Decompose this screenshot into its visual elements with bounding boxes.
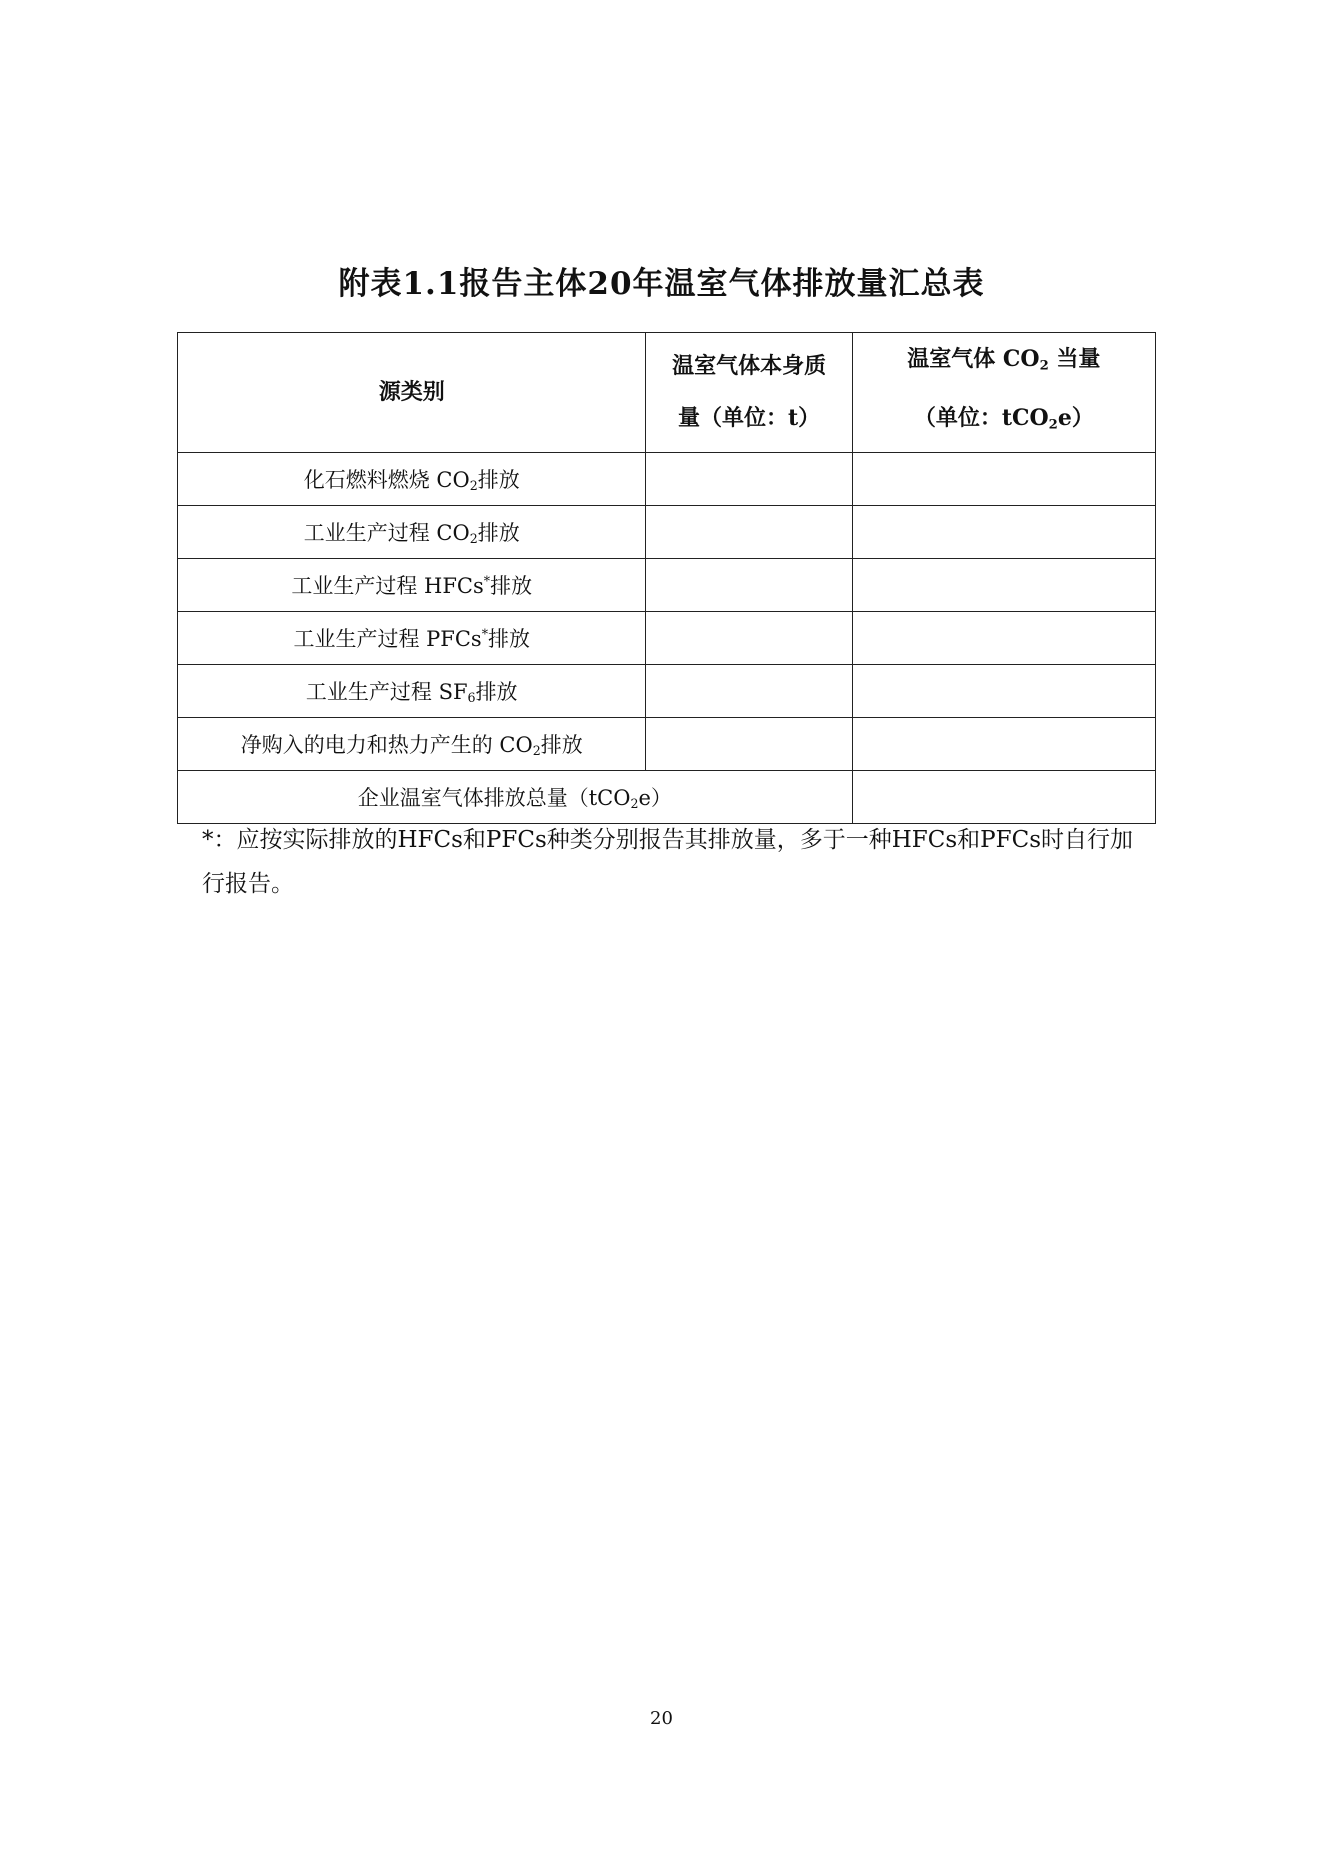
- cell-gas-mass: [646, 452, 852, 505]
- table-row: [178, 452, 1156, 505]
- header-co2e-line1: [853, 333, 1155, 392]
- header-source-category: 源类别: [178, 333, 646, 453]
- header-co2e-line2-suffix: e）: [1057, 405, 1094, 432]
- header-co2e-line2-text: （单位：tCO: [913, 405, 1049, 432]
- row-label-text: 工业生产过程 CO: [303, 520, 470, 545]
- table-row: [178, 664, 1156, 717]
- row-label-purchased-power-heat-co2: [178, 717, 646, 770]
- header-co2e-line2: [853, 392, 1155, 451]
- header-co2e-line1-text: 温室气体 CO: [907, 346, 1040, 372]
- header-co2e-line2-subscript: 2: [1048, 417, 1058, 433]
- table-row: [178, 558, 1156, 611]
- table-row: [178, 611, 1156, 664]
- row-label-suffix: 排放: [477, 467, 520, 492]
- header-gas-mass: [646, 333, 852, 453]
- page-number: 20: [650, 1708, 673, 1729]
- row-label-suffix: 排放: [475, 679, 518, 704]
- cell-co2e: [852, 505, 1155, 558]
- total-label-text: 企业温室气体排放总量（tCO: [357, 785, 631, 810]
- cell-gas-mass: [646, 717, 852, 770]
- row-label-suffix: 排放: [477, 520, 520, 545]
- cell-gas-mass: [646, 611, 852, 664]
- cell-co2e: [852, 558, 1155, 611]
- cell-gas-mass: [646, 664, 852, 717]
- row-label-superscript: *: [481, 626, 488, 642]
- row-label-text: 工业生产过程 PFCs: [293, 626, 482, 651]
- cell-gas-mass: [646, 505, 852, 558]
- table-row: [178, 717, 1156, 770]
- footnote: *：应按实际排放的HFCs和PFCs种类分别报告其排放量，多于一种HFCs和PFCs时自行加行报告。: [202, 827, 1134, 897]
- row-label-subscript: 2: [469, 477, 478, 493]
- row-label-superscript: *: [483, 573, 491, 589]
- header-co2e-line1-subscript: 2: [1039, 358, 1049, 374]
- row-label-industrial-sf6: [178, 664, 646, 717]
- total-label: [178, 770, 853, 823]
- row-label-subscript: 2: [532, 742, 541, 758]
- row-label-text: 净购入的电力和热力产生的 CO: [240, 732, 533, 757]
- header-row: [178, 333, 1156, 453]
- row-label-industrial-hfcs: [178, 558, 646, 611]
- table-row: [178, 505, 1156, 558]
- total-row: [178, 770, 1156, 823]
- cell-total-value: [852, 770, 1155, 823]
- cell-co2e: [852, 664, 1155, 717]
- row-label-industrial-pfcs: [178, 611, 646, 664]
- row-label-text: 化石燃料燃烧 CO: [303, 467, 470, 492]
- row-label-subscript: 6: [467, 689, 476, 705]
- cell-co2e: [852, 717, 1155, 770]
- row-label-suffix: 排放: [490, 573, 533, 598]
- table-title: 附表1.1报告主体20年温室气体排放量汇总表: [338, 266, 985, 302]
- total-label-suffix: e）: [638, 785, 672, 810]
- row-label-text: 工业生产过程 SF: [305, 679, 468, 704]
- header-gas-mass-line1: 温室气体本身质: [672, 353, 827, 380]
- cell-co2e: [852, 611, 1155, 664]
- row-label-subscript: 2: [469, 530, 478, 546]
- cell-co2e: [852, 452, 1155, 505]
- header-co2e-line1-suffix: 当量: [1048, 346, 1101, 372]
- row-label-suffix: 排放: [540, 732, 583, 757]
- header-gas-mass-line2: 量（单位：t）: [677, 405, 821, 432]
- row-label-fossil-fuel-co2: [178, 452, 646, 505]
- row-label-suffix: 排放: [488, 626, 530, 651]
- emissions-summary-table: [177, 332, 1156, 824]
- cell-gas-mass: [646, 558, 852, 611]
- header-co2-equivalent: [852, 333, 1155, 453]
- row-label-text: 工业生产过程 HFCs: [291, 573, 484, 598]
- row-label-industrial-co2: [178, 505, 646, 558]
- total-label-subscript: 2: [630, 795, 639, 811]
